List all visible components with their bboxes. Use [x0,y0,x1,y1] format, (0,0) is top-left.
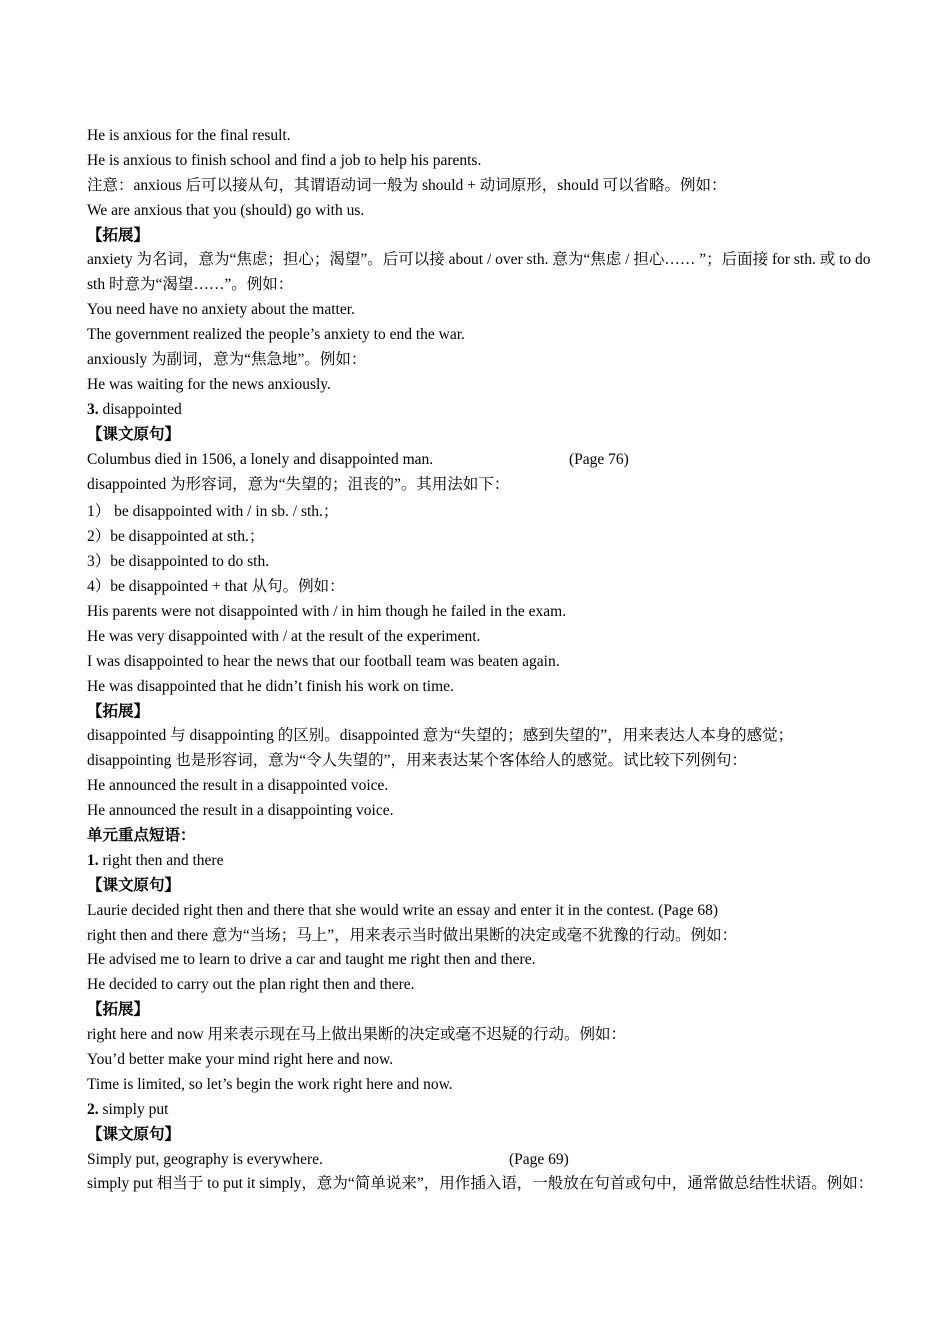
section-heading: 【拓展】 [87,702,150,720]
text-line [87,1148,877,1173]
section-heading: 【拓展】 [87,226,150,244]
document-page [87,124,877,1197]
text-paragraph: simply put 相当于 to put it simply，意为“简单说来”，用作插入语，一般放在句首或句中，通常做总结性状语。例如： [87,1175,874,1193]
text-line: right then and there 意为“当场；马上”，用来表示当时做出果断的决定或毫不犹豫的行动。例如： [87,926,738,944]
item-heading [87,1098,877,1123]
text-line: He is anxious to finish school and find a job to help his parents. [87,151,482,169]
item-heading [87,398,877,423]
text-line: He advised me to learn to drive a car and taught me right then and there. [87,951,536,969]
item-term: disappointed [102,400,182,418]
text-line: We are anxious that you (should) go with us. [87,201,365,219]
text-line: He is anxious for the final result. [87,127,291,144]
quote-text: Simply put, geography is everywhere. [87,1150,323,1168]
text-line: I was disappointed to hear the news that our football team was beaten again. [87,652,560,670]
quote-text: Columbus died in 1506, a lonely and disappointed man. [87,450,434,468]
text-line: You need have no anxiety about the matter. [87,301,355,319]
section-heading: 【课文原句】 [87,1125,181,1143]
text-line: 注意：anxious 后可以接从句，其谓语动词一般为 should + 动词原形，should 可以省略。例如： [87,176,727,194]
section-heading: 【课文原句】 [87,425,181,443]
section-heading: 单元重点短语： [87,827,196,844]
text-line: His parents were not disappointed with / in him though he failed in the exam. [87,602,567,620]
text-line: You’d better make your mind right here and now. [87,1051,394,1069]
usage-item: 3）be disappointed to do sth. [87,553,270,571]
usage-item: 4）be disappointed + that 从句。例如： [87,578,345,596]
item-term: right then and there [102,851,224,869]
text-line: He announced the result in a disappointed voice. [87,777,389,795]
text-line: Laurie decided right then and there that she would write an essay and enter it in the contest. (Page 68) [87,901,718,919]
item-number: 2. [87,1100,99,1118]
item-number: 3. [87,400,99,418]
item-heading [87,849,877,874]
text-line: anxiously 为副词，意为“焦急地”。例如： [87,351,367,369]
section-heading: 【课文原句】 [87,876,181,894]
section-heading: 【拓展】 [87,1001,150,1019]
text-line: He was very disappointed with / at the result of the experiment. [87,627,481,645]
text-paragraph: anxiety 为名词，意为“焦虑；担心；渴望”。后可以接 about / over sth. 意为“焦虑 / 担心…… ”；后面接 for sth. 或 to do sth 时意为“渴望……”。例如： [87,251,871,294]
usage-item: 2）be disappointed at sth.； [87,528,265,546]
text-line: right here and now 用来表示现在马上做出果断的决定或毫不迟疑的行动。例如： [87,1026,627,1044]
page-reference: (Page 69) [509,1150,569,1168]
item-term: simply put [102,1100,169,1118]
text-line: He announced the result in a disappointing voice. [87,802,394,820]
page-reference: (Page 76) [569,450,629,468]
usage-item: 1） be disappointed with / in sb. / sth.； [87,503,339,521]
text-line: The government realized the people’s anxiety to end the war. [87,326,465,344]
text-line: Time is limited, so let’s begin the work right here and now. [87,1075,453,1093]
text-line: He decided to carry out the plan right then and there. [87,976,415,994]
item-number: 1. [87,851,99,869]
text-line [87,448,877,473]
text-line: disappointed 为形容词，意为“失望的；沮丧的”。其用法如下： [87,475,510,493]
text-paragraph: disappointed 与 disappointing 的区别。disappointed 意为“失望的；感到失望的”，用来表达人本身的感觉；disappointing 也是形容词，意为“令人失望的”，用来表达某个客体给人的感觉。试比较下列例句： [87,727,794,770]
text-line: He was waiting for the news anxiously. [87,375,331,393]
text-line: He was disappointed that he didn’t finish his work on time. [87,677,454,695]
